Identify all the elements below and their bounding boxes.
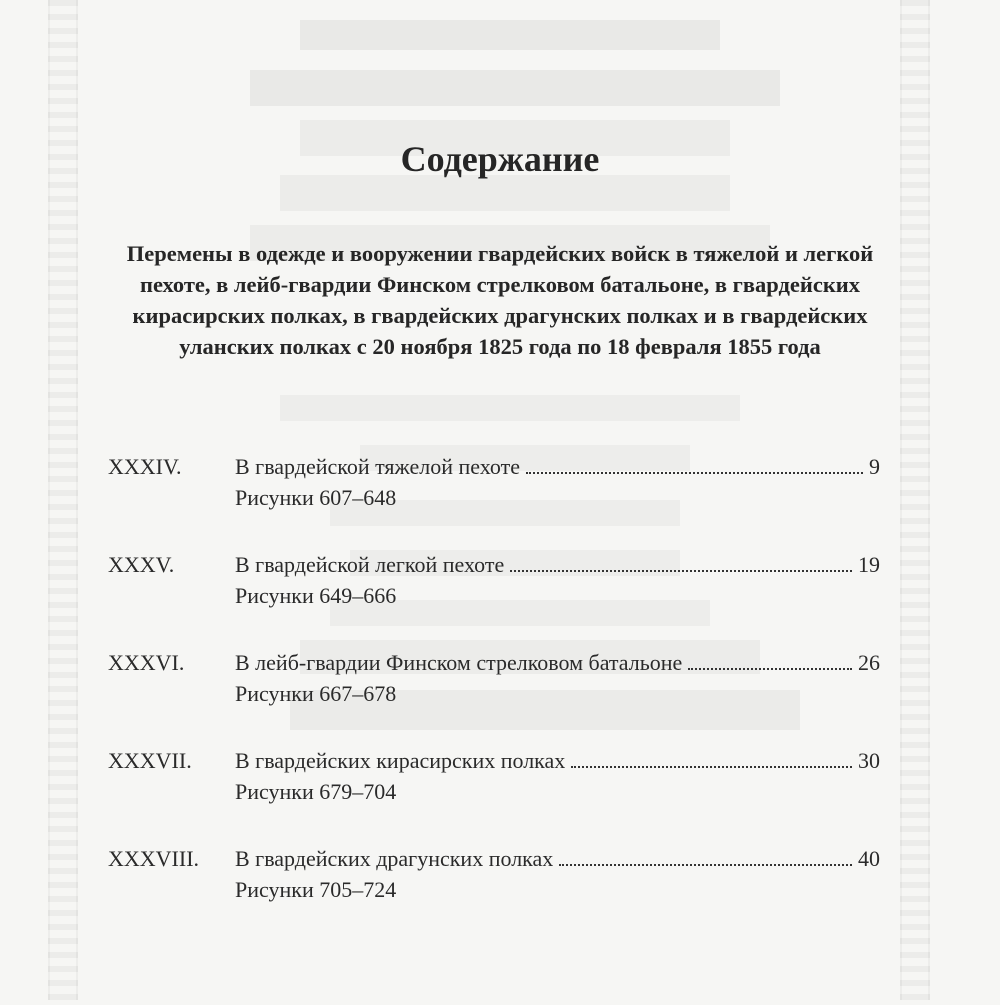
toc-entry-line bbox=[108, 746, 880, 776]
toc-entry-line bbox=[108, 844, 880, 874]
dot-leader bbox=[571, 766, 852, 768]
page-title: Содержание bbox=[400, 139, 600, 179]
page-number: 19 bbox=[858, 552, 880, 577]
dot-leader bbox=[510, 570, 852, 572]
toc-entry-line bbox=[108, 550, 880, 580]
chapter-number: XXXV. bbox=[108, 552, 175, 577]
toc-entry-34 bbox=[108, 452, 880, 550]
chapter-title: В гвардейской тяжелой пехоте bbox=[235, 454, 520, 479]
toc-entry-35 bbox=[108, 550, 880, 648]
toc-entry-line bbox=[108, 452, 880, 482]
page-number: 30 bbox=[858, 748, 880, 773]
figures-range: Рисунки 607–648 bbox=[235, 485, 397, 510]
chapter-number: XXXVI. bbox=[108, 650, 185, 675]
chapter-number: XXXVII. bbox=[108, 748, 192, 773]
figures-range: Рисунки 679–704 bbox=[235, 779, 397, 804]
page-number: 9 bbox=[869, 454, 880, 479]
dot-leader bbox=[526, 472, 863, 474]
chapter-title: В гвардейских драгунских полках bbox=[235, 846, 554, 871]
page-number: 26 bbox=[858, 650, 880, 675]
toc-entry-37 bbox=[108, 746, 880, 844]
figures-range: Рисунки 705–724 bbox=[235, 877, 397, 902]
section-heading: Перемены в одежде и вооружении гвардейских войск в тяжелой и легкой пехоте, в лейб-гвардии Финском стрелковом батальоне, в гвардейских кирасирских полках, в гвардейских драгунских полках и в гвардейских уланских полках с 20 ноября 1825 года по 18 февраля 1855 года bbox=[126, 241, 874, 359]
toc-entry-line bbox=[108, 648, 880, 678]
toc-entry-38 bbox=[108, 844, 880, 942]
chapter-title: В гвардейских кирасирских полках bbox=[235, 748, 566, 773]
chapter-number: XXXIV. bbox=[108, 454, 182, 479]
figures-range: Рисунки 667–678 bbox=[235, 681, 397, 706]
toc-entry-36 bbox=[108, 648, 880, 746]
dot-leader bbox=[559, 864, 852, 866]
figures-range: Рисунки 649–666 bbox=[235, 583, 397, 608]
chapter-title: В гвардейской легкой пехоте bbox=[235, 552, 505, 577]
table-of-contents bbox=[108, 452, 880, 942]
chapter-number: XXXVIII. bbox=[108, 846, 200, 871]
dot-leader bbox=[688, 668, 852, 670]
chapter-title: В лейб-гвардии Финском стрелковом батальоне bbox=[235, 650, 683, 675]
page-number: 40 bbox=[858, 846, 880, 871]
